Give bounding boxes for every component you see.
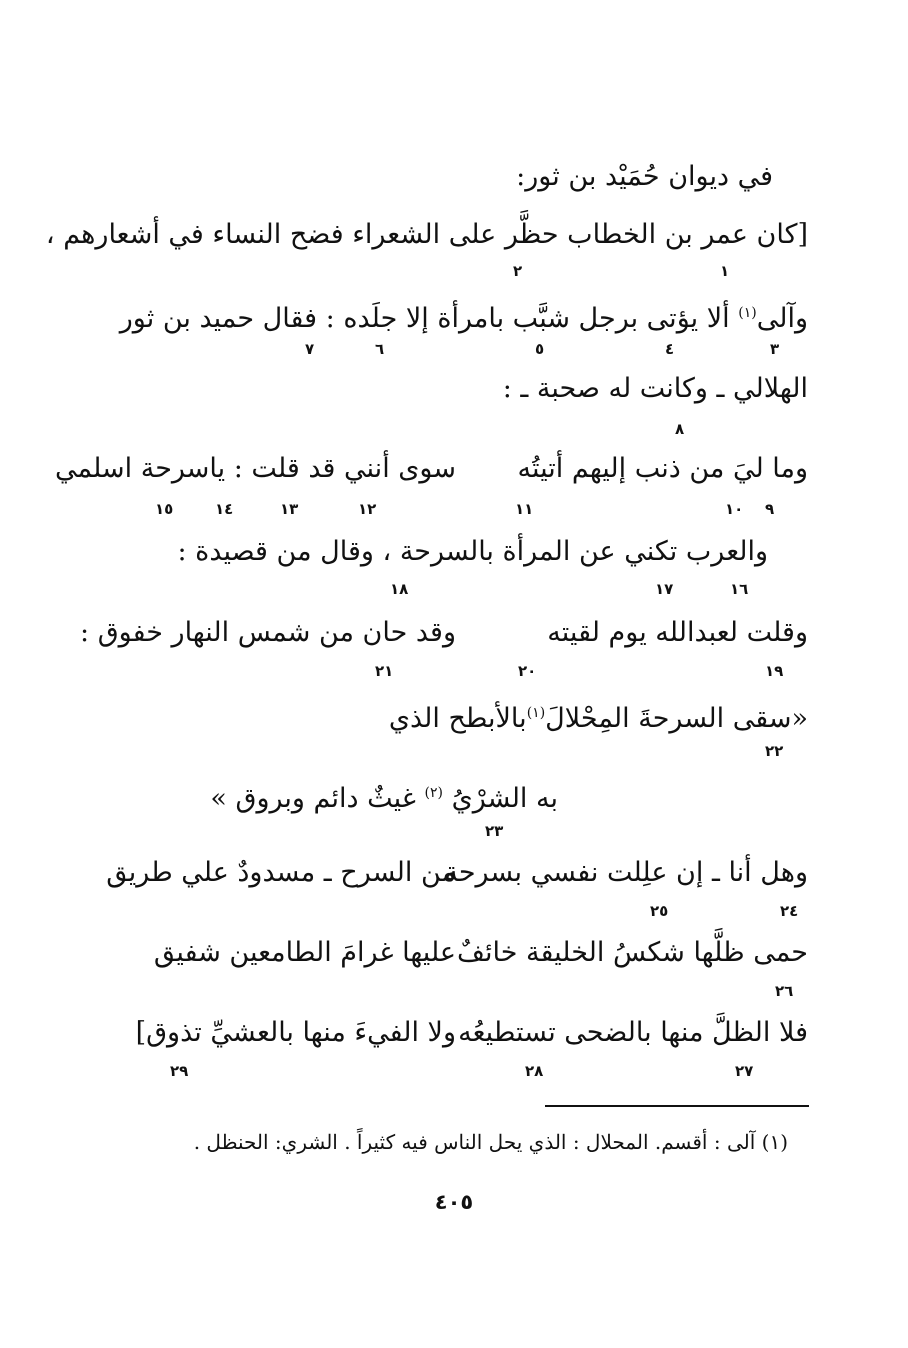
footnote: (١) آلى : أقسم. المحلال : الذي يحل الناس فيه كثيراً . الشري: الحنظل . [193, 1130, 788, 1154]
ref-number: ١٢ [358, 500, 377, 518]
ref-number: ٢٣ [485, 822, 504, 840]
verse-hemistich-right: حمى ظلَّها شكسُ الخليقة خائفٌ [457, 937, 808, 968]
footnote-marker: (١) [738, 305, 757, 321]
verse-line-4 [210, 776, 558, 816]
ref-number: ٨ [675, 420, 685, 438]
ref-number: ٢١ [375, 662, 394, 680]
ref-number: ٢٧ [735, 1062, 754, 1080]
text-line-5: والعرب تكني عن المرأة بالسرحة ، وقال من قصيدة : [177, 536, 768, 567]
ref-number: ٣ [770, 340, 780, 358]
text-line-4: الهلالي ـ وكانت له صحبة ـ : [502, 373, 808, 404]
ref-number: ٢٢ [765, 742, 784, 760]
ref-number: ١٧ [655, 580, 674, 598]
ref-number: ٦ [375, 340, 385, 358]
ref-number: ١٣ [280, 500, 299, 518]
ref-number: ١١ [515, 500, 534, 518]
footnote-separator [545, 1105, 809, 1107]
verse-hemistich-left: وقد حان من شمس النهار خفوق : [80, 617, 456, 648]
text-fragment: وآلى [756, 303, 808, 334]
verse-hemistich-left: من السرح ـ مسدودٌ علي طريق [106, 857, 456, 888]
ref-number: ٤ [665, 340, 675, 358]
text-fragment: ألا يؤتى برجل شبَّب بامرأة إلا جلَده : فقال حميد بن ثور [119, 303, 730, 334]
ref-number: ١٨ [390, 580, 409, 598]
verse-hemistich-left: عليها غرامَ الطامعين شفيق [153, 937, 456, 968]
ref-number: ١ [720, 262, 730, 280]
ref-number: ١٥ [155, 500, 174, 518]
ref-number: ٩ [765, 500, 775, 518]
verse-line-3 [389, 696, 808, 736]
text-fragment: به الشرْيُ [451, 783, 558, 814]
ref-number: ١٩ [765, 662, 784, 680]
verse-hemistich-right: وما ليَ من ذنب إليهم أتيتُه [517, 453, 808, 484]
text-fragment: بالأبطح الذي [388, 703, 527, 734]
text-fragment: غيثٌ دائم وبروق » [210, 783, 416, 814]
ref-number: ٧ [305, 340, 315, 358]
verse-hemistich-left: سوى أنني قد قلت : ياسرحة اسلمي [54, 453, 456, 484]
text-line-3 [120, 296, 808, 336]
ref-number: ٢٥ [650, 902, 669, 920]
intro-line: في ديوان حُمَيْد بن ثور: [516, 161, 773, 192]
verse-hemistich-right: وقلت لعبدالله يوم لقيته [547, 617, 808, 648]
ref-number: ٢٩ [170, 1062, 189, 1080]
ref-number: ١٤ [215, 500, 234, 518]
footnote-marker: (٢) [424, 785, 443, 801]
ref-number: ٥ [535, 340, 545, 358]
verse-hemistich-right: وهل أنا ـ إن علِلت نفسي بسرحة [444, 857, 808, 888]
text-fragment: «سقى السرحةَ المِحْلالَ [545, 703, 808, 734]
verse-hemistich-right: فلا الظلَّ منها بالضحى تستطيعُه [458, 1017, 808, 1048]
page-number: ٤٠٥ [434, 1190, 474, 1214]
ref-number: ٢ [513, 262, 523, 280]
ref-number: ١٠ [725, 500, 744, 518]
text-line-2: [كان عمر بن الخطاب حظَّر على الشعراء فضح النساء في أشعارهم ، [45, 219, 808, 250]
ref-number: ٢٠ [518, 662, 537, 680]
ref-number: ٢٤ [780, 902, 799, 920]
ref-number: ١٦ [730, 580, 749, 598]
ref-number: ٢٦ [775, 982, 794, 1000]
footnote-marker: (١) [526, 705, 546, 721]
verse-hemistich-left: ولا الفيءَ منها بالعشيِّ تذوق] [135, 1017, 456, 1048]
ref-number: ٢٨ [525, 1062, 544, 1080]
